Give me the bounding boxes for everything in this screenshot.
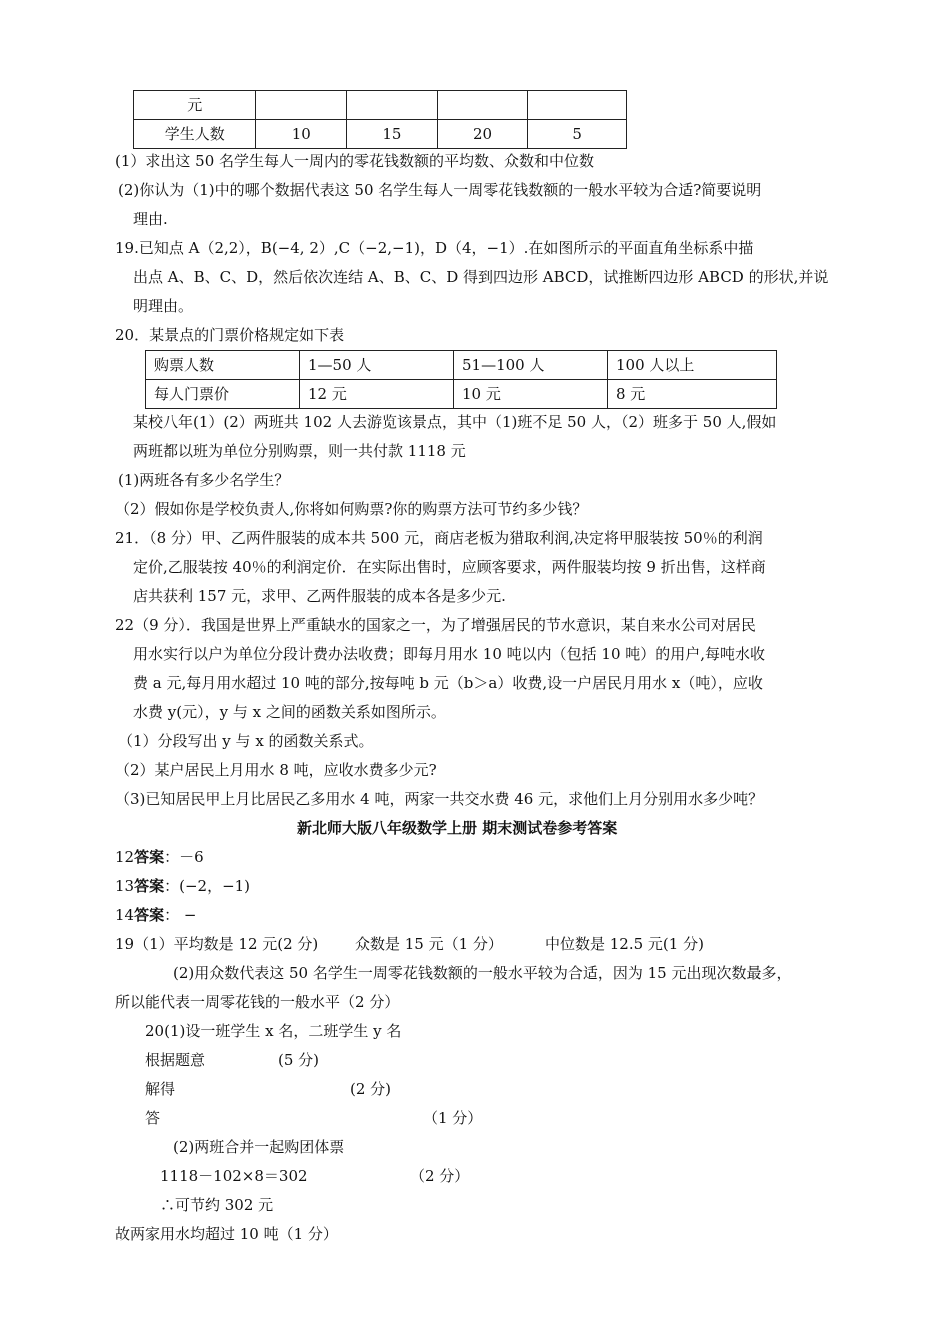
table-row [146,380,777,409]
answer-19-part2-cont: 所以能代表一周零花钱的一般水平（2 分） [115,993,400,1011]
answer-20-calc: 1118－102×8＝302 [160,1167,308,1185]
answer-number: 12 [115,848,135,866]
answer-14 [115,905,196,925]
answers-title: 新北师大版八年级数学上册 期末测试卷参考答案 [297,819,618,837]
answer-20-answer-label: 答 [145,1109,161,1127]
q20-part1: (1)两班各有多少名学生？ [118,471,290,489]
q20-part2: （2）假如你是学校负责人,你将如何购票?你的购票方法可节约多少钱？ [115,500,588,518]
q19-line3: 明理由。 [133,297,194,315]
table-cell [528,91,627,120]
table-cell: 20 [437,120,528,149]
q21-line2: 定价,乙服装按 40％的利润定价．在实际出售时，应顾客要求，两件服装均按 9 折出售，这样商 [133,558,766,576]
table-cell [347,91,438,120]
q22-line1: 22（9 分）．我国是世界上严重缺水的国家之一，为了增强居民的节水意识，某自来水公司对居民 [115,616,756,634]
q22-line4: 水费 y(元），y 与 x 之间的函数关系如图所示。 [133,703,446,721]
allowance-table [133,90,627,149]
table-cell: 每人门票价 [146,380,300,409]
answer-19-part2: (2)用众数代表这 50 名学生一周零花钱数额的一般水平较为合适，因为 15 元出现次数最多， [173,964,792,982]
answer-value: ：(−2，−1) [164,877,251,895]
answer-20-equation-score: (5 分) [278,1051,320,1069]
table-cell [437,91,528,120]
answer-22: 故两家用水均超过 10 吨（1 分） [115,1225,338,1243]
q18-part1: (1）求出这 50 名学生每人一周内的零花钱数额的平均数、众数和中位数 [115,152,595,170]
answer-label: 答案 [134,877,165,895]
table-row [146,351,777,380]
table-cell: 5 [528,120,627,149]
q20-title: 20．某景点的门票价格规定如下表 [115,326,345,344]
table-cell: 1—50 人 [300,351,454,380]
q20-line1: 某校八年(1）(2）两班共 102 人去游览该景点，其中（1)班不足 50 人，（2）班多于 50 人,假如 [133,413,777,431]
table-cell: 12 元 [300,380,454,409]
table-row [134,120,627,149]
answer-20-solve-score: (2 分) [350,1080,392,1098]
q22-line2: 用水实行以户为单位分段计费办法收费；即每月用水 10 吨以内（包括 10 吨）的用户,每吨水收 [133,645,766,663]
q20-line2: 两班都以班为单位分别购票，则一共付款 1118 元 [133,442,466,460]
answer-number: 13 [115,877,135,895]
answer-number: 14 [115,906,135,924]
answer-19-median: 中位数是 12.5 元(1 分) [545,935,704,953]
q19-line1: 19.已知点 A（2,2），B(−4, 2）,C（−2,−1)，D（4，−1）.在如图所示的平面直角坐标系中描 [115,239,754,257]
table-cell: 15 [347,120,438,149]
answer-value: ： − [164,906,197,924]
answer-19-mean: 19（1）平均数是 12 元(2 分) [115,935,319,953]
answer-13 [115,876,250,896]
answer-20-calc-score: （2 分） [410,1167,470,1185]
table-cell: 元 [134,91,256,120]
table-cell: 10 元 [454,380,608,409]
q21-line1: 21．（8 分）甲、乙两件服装的成本共 500 元，商店老板为猎取利润,决定将甲服装按 50％的利润 [115,529,763,547]
q18-part2: (2)你认为（1)中的哪个数据代表这 50 名学生每人一周零花钱数额的一般水平较为合适?简要说明 [118,181,762,199]
answer-20-solve-label: 解得 [145,1080,176,1098]
table-cell: 10 [256,120,347,149]
q22-line3: 费 a 元,每月用水超过 10 吨的部分,按每吨 b 元（b＞a）收费,设一户居民月用水 x（吨），应收 [133,674,763,692]
ticket-price-table [145,350,777,409]
answer-value: ：－6 [164,848,204,866]
table-cell: 8 元 [608,380,777,409]
answer-label: 答案 [134,906,165,924]
q18-part2-cont: 理由. [133,210,168,228]
table-cell: 51—100 人 [454,351,608,380]
q21-line3: 店共获利 157 元，求甲、乙两件服装的成本各是多少元. [133,587,506,605]
answer-20-equation-label: 根据题意 [145,1051,206,1069]
q22-part1: （1）分段写出 y 与 x 的函数关系式。 [118,732,374,750]
q22-part3: （3)已知居民甲上月比居民乙多用水 4 吨，两家一共交水费 46 元，求他们上月分别用水多少吨？ [115,790,764,808]
answer-20-part2: (2)两班合并一起购团体票 [173,1138,345,1156]
table-cell: 100 人以上 [608,351,777,380]
answer-20-setup: 20(1)设一班学生 x 名，二班学生 y 名 [145,1022,402,1040]
answer-19-mode: 众数是 15 元（1 分） [355,935,503,953]
table-cell: 学生人数 [134,120,256,149]
answer-12 [115,847,204,867]
table-row [134,91,627,120]
answer-label: 答案 [134,848,165,866]
table-cell: 购票人数 [146,351,300,380]
table-cell [256,91,347,120]
q22-part2: （2）某户居民上月用水 8 吨，应收水费多少元? [115,761,437,779]
answer-20-saving: ∴可节约 302 元 [160,1196,274,1214]
answer-20-answer-score: （1 分） [423,1109,483,1127]
q19-line2: 出点 A、B、C、D，然后依次连结 A、B、C、D 得到四边形 ABCD，试推断四边形 ABCD 的形状,并说 [133,268,829,286]
